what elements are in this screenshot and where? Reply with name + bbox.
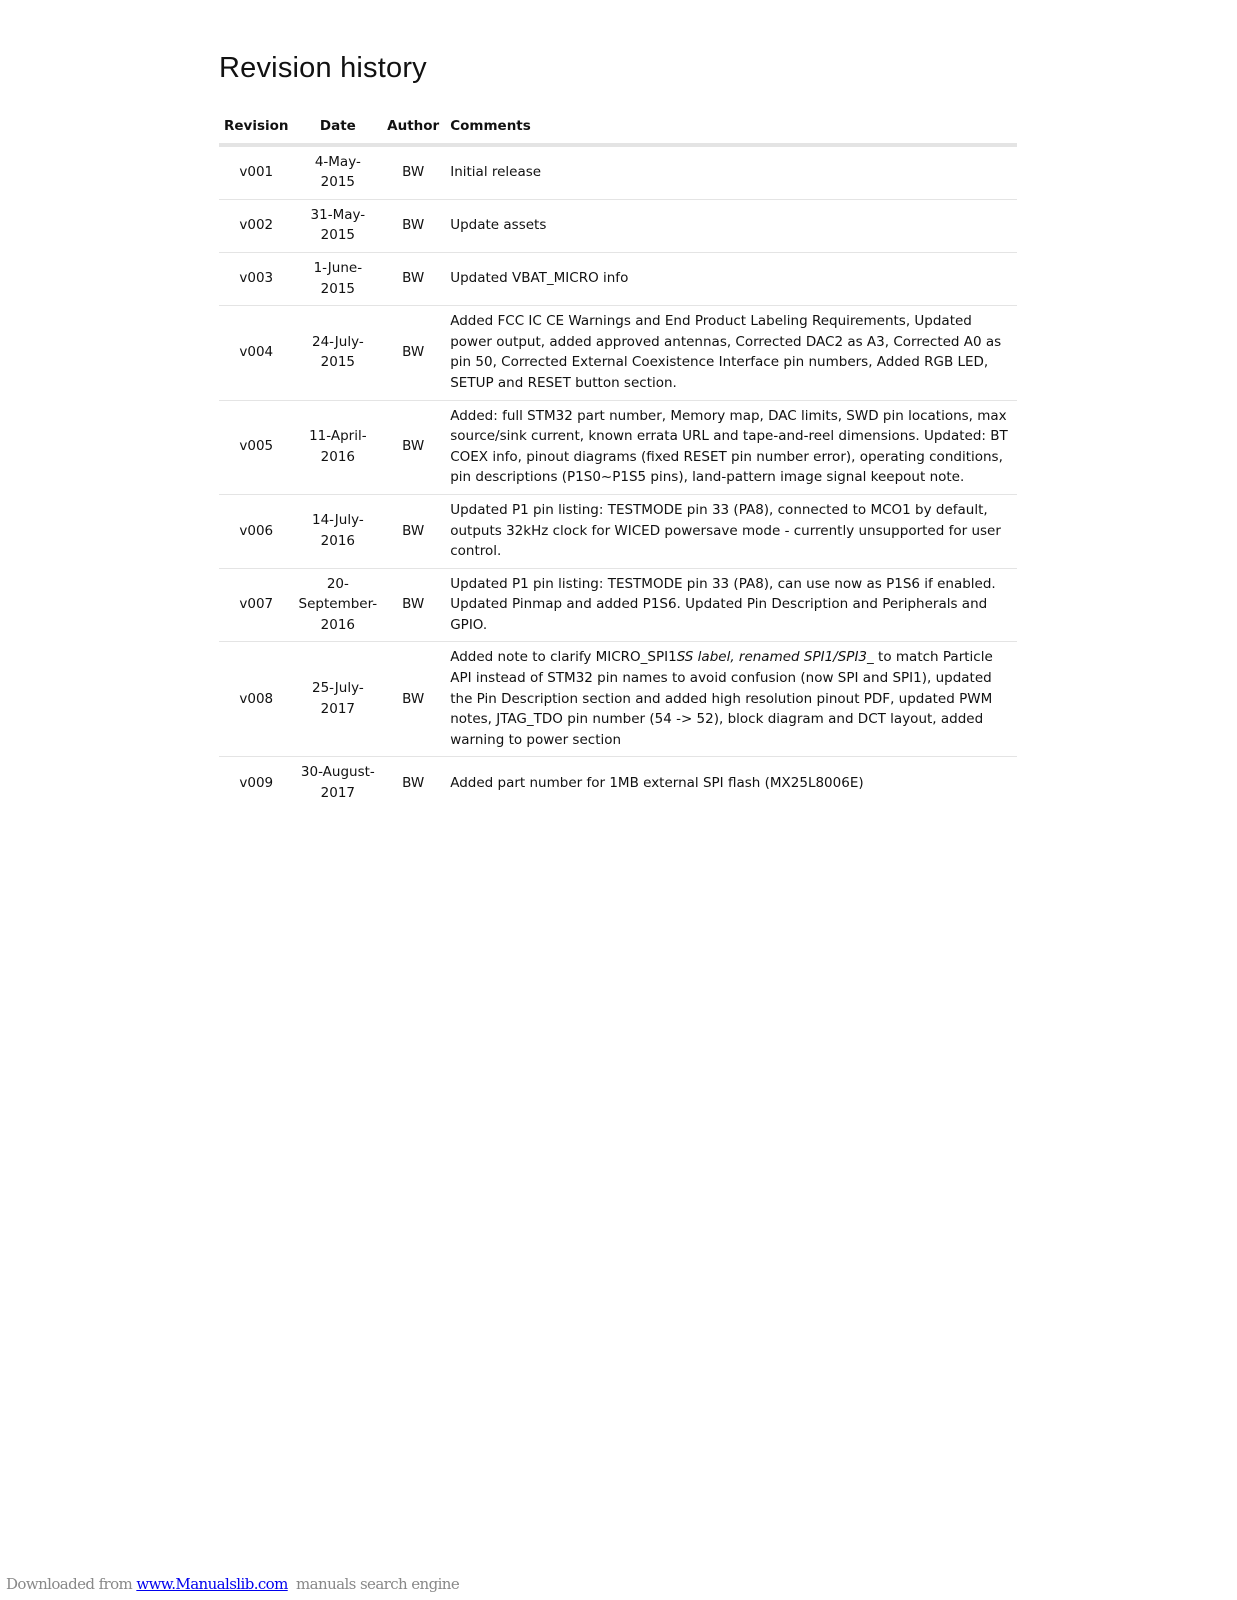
revision-history-table (219, 110, 1017, 810)
header-comments: Comments (444, 110, 1017, 145)
cell-author: BW (402, 774, 425, 791)
table-row (219, 494, 1017, 568)
header-revision: Revision (219, 110, 294, 145)
cell-author: BW (382, 568, 444, 642)
cell-comments: Added FCC IC CE Warnings and End Product Labeling Requirements, Updated power output, added approved antennas, Corrected DAC2 as A3, Corrected A0 as pin 50, Corrected External Coexistence Interface pin numbers, Added RGB LED, SETUP and RESET button section. (444, 306, 1017, 400)
cell-date: 25-July-2017 (294, 642, 383, 757)
table-row (219, 199, 1017, 252)
cell-comments: Added part number for 1MB external SPI flash (MX25L8006E) (450, 774, 864, 791)
cell-revision: v009 (239, 774, 274, 791)
cell-comments: Added: full STM32 part number, Memory map, DAC limits, SWD pin locations, max source/sink current, known errata URL and tape-and-reel dimensions. Updated: BT COEX info, pinout diagrams (fixed RESET pin number error), operating conditions, pin descriptions (P1S0~P1S5 pins), land-pattern image signal keepout note. (444, 400, 1017, 494)
cell-revision: v001 (219, 145, 294, 200)
cell-date: 20-September-2016 (294, 568, 383, 642)
cell-date: 24-July-2015 (294, 306, 383, 400)
cell-author: BW (382, 642, 444, 757)
cell-author: BW (382, 252, 444, 305)
cell-revision: v004 (219, 306, 294, 400)
footer-prefix: Downloaded from (6, 1575, 137, 1593)
cell-comments: Updated P1 pin listing: TESTMODE pin 33 (PA8), can use now as P1S6 if enabled. Updated Pinmap and added P1S6. Updated Pin Description and Peripherals and GPIO. (444, 568, 1017, 642)
table-row (219, 252, 1017, 305)
cell-comments: Update assets (444, 199, 1017, 252)
comment-text-before: Added note to clarify MICRO_SPI1 (450, 649, 677, 666)
page-title: Revision history (219, 52, 427, 84)
cell-comments (444, 642, 1017, 757)
cell-author: BW (382, 494, 444, 568)
table-header-row (219, 110, 1017, 145)
cell-author: BW (382, 145, 444, 200)
cell-revision: v005 (219, 400, 294, 494)
cell-comments: Updated VBAT_MICRO info (444, 252, 1017, 305)
cell-date: 14-July-2016 (294, 494, 383, 568)
table-row (219, 642, 1017, 757)
cell-revision: v003 (219, 252, 294, 305)
footer-suffix: manuals search engine (287, 1575, 460, 1593)
cell-date: 1-June-2015 (294, 252, 383, 305)
download-footer (6, 1575, 459, 1593)
cell-author: BW (382, 306, 444, 400)
cell-comments: Updated P1 pin listing: TESTMODE pin 33 (PA8), connected to MCO1 by default, outputs 32kHz clock for WICED powersave mode - currently unsupported for user control. (444, 494, 1017, 568)
cell-date: 31-May-2015 (294, 199, 383, 252)
cell-author: BW (382, 400, 444, 494)
cell-date: 30-August-2017 (300, 764, 375, 802)
table-row (219, 306, 1017, 400)
table-row (219, 400, 1017, 494)
comment-text-italic: SS label, renamed SPI1/SPI3_ (676, 649, 874, 666)
cell-author: BW (382, 199, 444, 252)
header-author: Author (382, 110, 444, 145)
manualslib-link[interactable]: www.Manualslib.com (136, 1575, 288, 1593)
comment-text-after: to match Particle API instead of STM32 pin names to avoid confusion (now SPI and SPI1), updated the Pin Description section and added high resolution pinout PDF, updated PWM notes, JTAG_TDO pin number (54 -> 52), block diagram and DCT layout, added warning to power section (450, 649, 993, 748)
table-row (219, 568, 1017, 642)
header-date: Date (294, 110, 383, 145)
table-row (219, 757, 1017, 810)
cell-date: 11-April-2016 (294, 400, 383, 494)
cell-comments: Initial release (444, 145, 1017, 200)
cell-date: 4-May-2015 (294, 145, 383, 200)
cell-revision: v002 (219, 199, 294, 252)
cell-revision: v006 (219, 494, 294, 568)
cell-revision: v007 (219, 568, 294, 642)
cell-revision: v008 (219, 642, 294, 757)
table-row (219, 145, 1017, 200)
